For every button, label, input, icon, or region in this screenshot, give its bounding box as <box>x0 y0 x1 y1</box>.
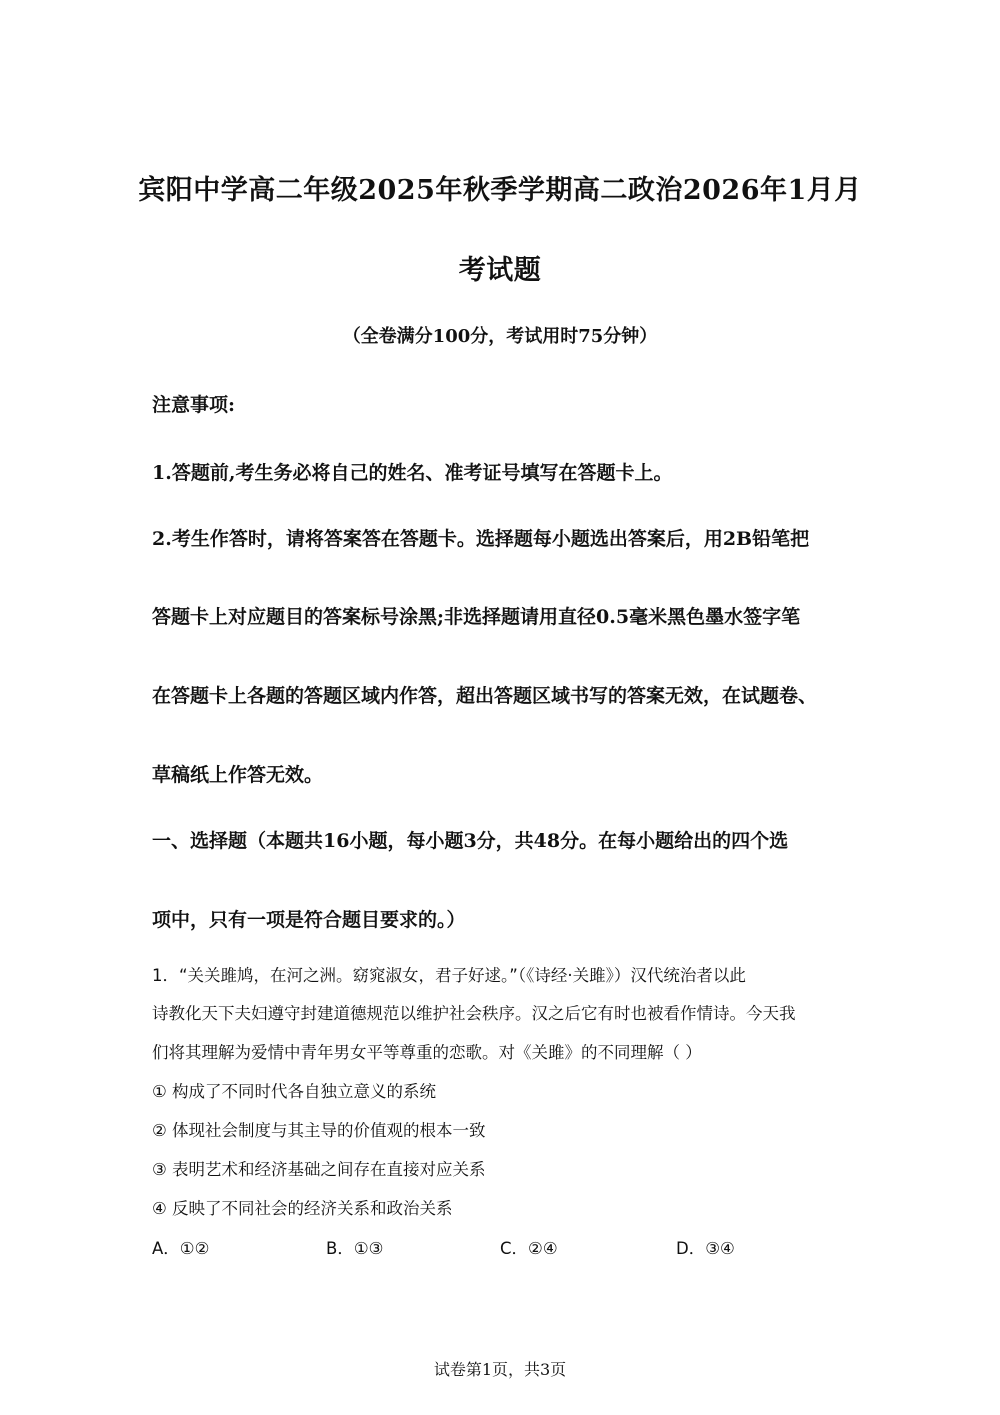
question-stem-line: 1．“关关雎鸠，在河之洲。窈窕淑女，君子好逑。”（《诗经·关雎》）汉代统治者以此 <box>152 966 746 985</box>
exam-title-line-2: 考试题 <box>458 255 542 286</box>
exam-subtitle: （全卷满分100分，考试用时75分钟） <box>342 326 658 347</box>
answer-option-b: B．①③ <box>326 1239 384 1258</box>
notice-item: 2.考生作答时，请将答案答在答题卡。选择题每小题选出答案后，用2B铅笔把 <box>152 528 810 550</box>
exam-title-line-1: 宾阳中学高二年级2025年秋季学期高二政治2026年1月月 <box>138 175 862 206</box>
notice-heading: 注意事项: <box>152 394 236 416</box>
question-statement: ③ 表明艺术和经济基础之间存在直接对应关系 <box>152 1160 486 1179</box>
section-heading-line-2: 项中，只有一项是符合题目要求的。） <box>152 909 466 931</box>
question-statement: ④ 反映了不同社会的经济关系和政治关系 <box>152 1199 453 1218</box>
question-stem-line: 们将其理解为爱情中青年男女平等尊重的恋歌。对《关雎》的不同理解（ ） <box>152 1043 702 1062</box>
notice-item: 草稿纸上作答无效。 <box>152 764 324 786</box>
question-statement: ② 体现社会制度与其主导的价值观的根本一致 <box>152 1121 486 1140</box>
notice-item: 1.答题前,考生务必将自己的姓名、准考证号填写在答题卡上。 <box>152 462 673 484</box>
answer-option-c: C．②④ <box>500 1239 558 1258</box>
notice-item: 答题卡上对应题目的答案标号涂黑;非选择题请用直径0.5毫米黑色墨水签字笔 <box>152 606 801 628</box>
question-statement: ① 构成了不同时代各自独立意义的系统 <box>152 1082 437 1101</box>
section-heading-line-1: 一、选择题（本题共16小题，每小题3分，共48分。在每小题给出的四个选 <box>152 830 789 852</box>
question-stem-line: 诗教化天下夫妇遵守封建道德规范以维护社会秩序。汉之后它有时也被看作情诗。今天我 <box>152 1004 796 1023</box>
page-footer: 试卷第1页，共3页 <box>433 1360 567 1379</box>
answer-option-d: D．③④ <box>676 1239 735 1258</box>
answer-option-a: A．①② <box>152 1239 210 1258</box>
notice-item: 在答题卡上各题的答题区域内作答，超出答题区域书写的答案无效，在试题卷、 <box>152 685 818 707</box>
